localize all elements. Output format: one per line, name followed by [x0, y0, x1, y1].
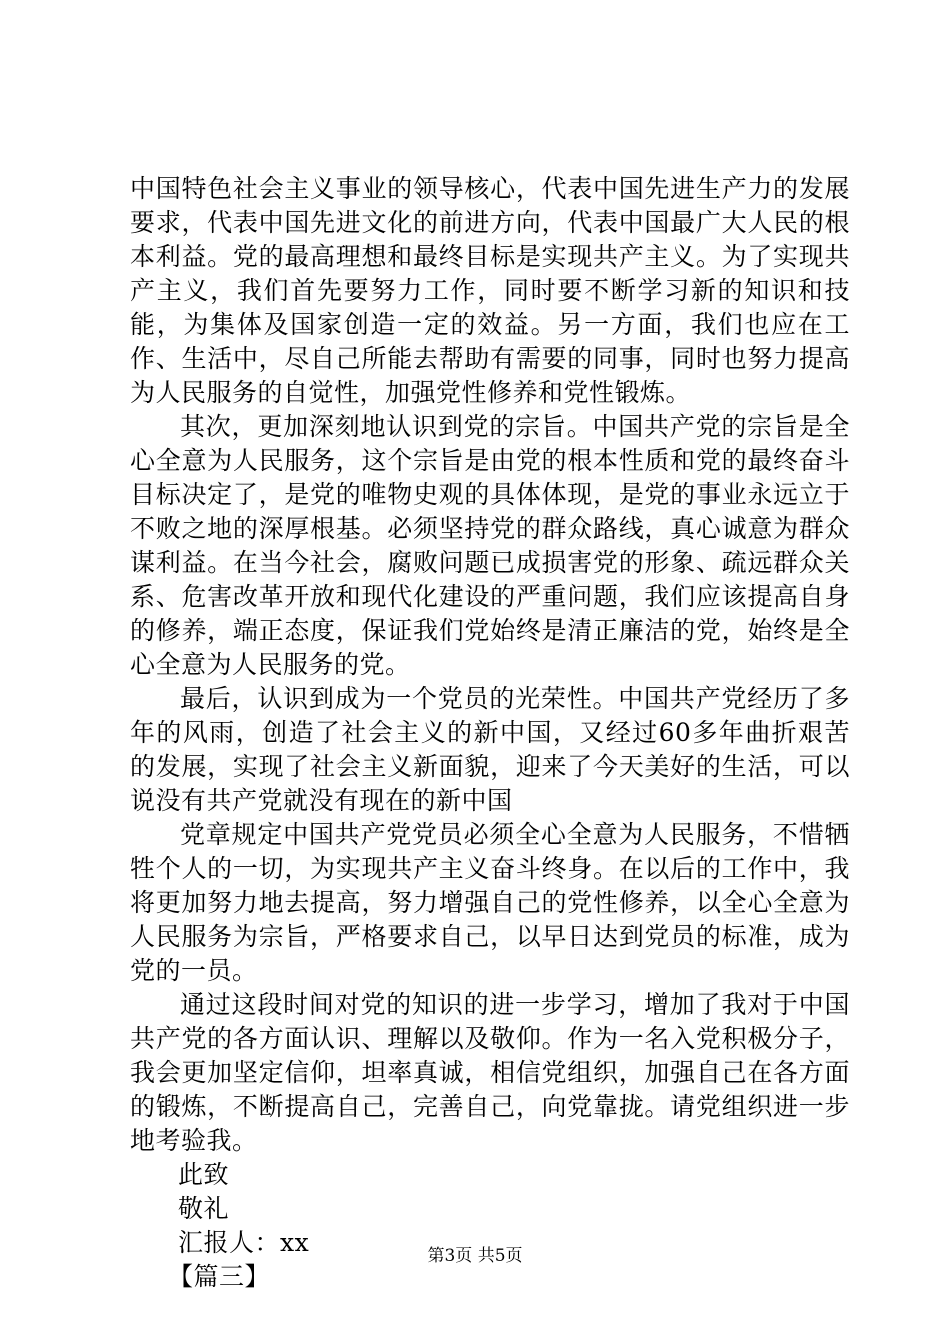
paragraph-2: 其次，更加深刻地认识到党的宗旨。中国共产党的宗旨是全心全意为人民服务，这个宗旨是由党的根本性质和党的最终奋斗目标决定了，是党的唯物史观的具体体现，是党的事业永远立于不败之地的深厚根基。必须坚持党的群众路线，真心诚意为群众谋利益。在当今社会，腐败问题已成损害党的形象、疏远群众关系、危害改革开放和现代化建设的严重问题，我们应该提高自身的修养，端正态度，保证我们党始终是清正廉洁的党，始终是全心全意为人民服务的党。 [130, 412, 850, 679]
paragraph-3: 最后，认识到成为一个党员的光荣性。中国共产党经历了多年的风雨，创造了社会主义的新中国，又经过60多年曲折艰苦的发展，实现了社会主义新面貌，迎来了今天美好的生活，可以说没有共产党就没有现在的新中国 [130, 684, 850, 815]
closing-regards: 敬礼 [178, 1194, 230, 1223]
paragraph-4: 党章规定中国共产党党员必须全心全意为人民服务，不惜牺牲个人的一切，为实现共产主义奋斗终身。在以后的工作中，我将更加努力地去提高，努力增强自己的党性修养，以全心全意为人民服务为宗旨，严格要求自己，以早日达到党员的标准，成为党的一员。 [130, 820, 850, 985]
paragraph-1: 中国特色社会主义事业的领导核心，代表中国先进生产力的发展要求，代表中国先进文化的前进方向，代表中国最广大人民的根本利益。党的最高理想和最终目标是实现共产主义。为了实现共产主义，我们首先要努力工作，同时要不断学习新的知识和技能，为集体及国家创造一定的效益。另一方面，我们也应在工作、生活中，尽自己所能去帮助有需要的同事，同时也努力提高为人民服务的自觉性，加强党性修养和党性锻炼。 [130, 174, 850, 407]
closing-salutation: 此致 [178, 1160, 230, 1189]
paragraph-5: 通过这段时间对党的知识的进一步学习，增加了我对于中国共产党的各方面认识、理解以及敬仰。作为一名入党积极分子，我会更加坚定信仰，坦率真诚，相信党组织，加强自己在各方面的锻炼，不断提高自己，完善自己，向党靠拢。请党组织进一步地考验我。 [130, 990, 850, 1155]
section-heading: 【篇三】 [168, 1262, 271, 1291]
reporter-signature: 汇报人：xx [178, 1228, 310, 1257]
page-number-footer: 第3页 共5页 [427, 1246, 523, 1266]
document-body [130, 172, 850, 1294]
